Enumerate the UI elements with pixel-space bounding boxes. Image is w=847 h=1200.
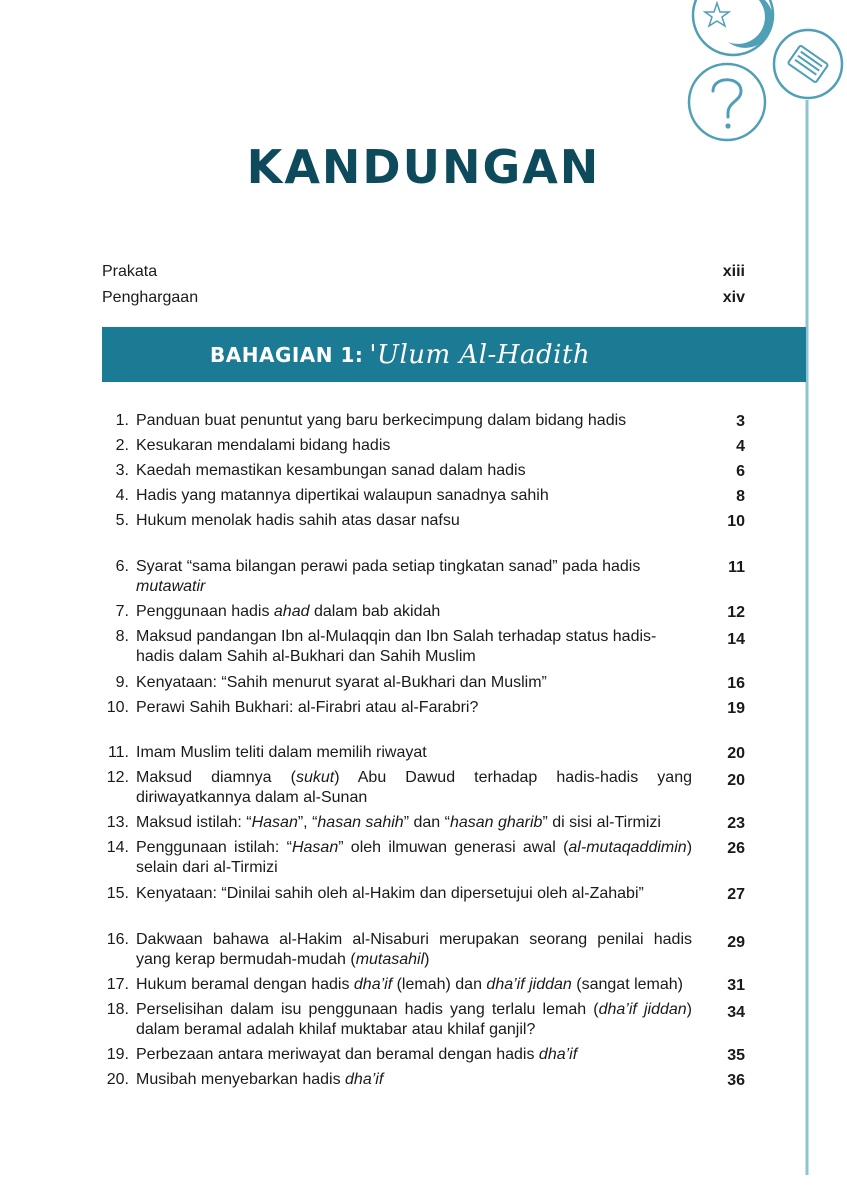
toc-entry-title [136,486,692,506]
toc-entry-page: 36 [727,1072,745,1089]
toc-entry-line: selain dari al-Tirmizi [136,859,278,876]
toc-entry-line: Panduan buat penuntut yang baru berkecimpung dalam bidang hadis [136,412,627,429]
toc-entry-number: 1. [115,412,129,429]
toc-entry-number: 13. [106,814,129,831]
toc-entry-number: 16. [106,931,129,948]
toc-entry-page: 14 [727,631,745,648]
toc-entry-line: Penggunaan hadis ahad dalam bab akidah [136,603,441,620]
toc-entry-line: Dakwaan bahawa al-Hakim al-Nisaburi merupakan seorang penilai hadis [136,931,692,948]
toc-entry-number: 19. [106,1046,129,1063]
toc-entry-title [136,411,692,431]
toc-entry-line: Hukum menolak hadis sahih atas dasar nafsu [136,512,460,529]
toc-entry-title [136,461,692,481]
toc-entry-line: diriwayatkannya dalam al-Sunan [136,789,368,806]
toc-entry-page: 6 [736,463,745,480]
toc-entry-line: Hadis yang matannya dipertikai walaupun sanadnya sahih [136,487,549,504]
front-matter-label: Penghargaan [102,289,199,306]
toc-entry-page: 29 [727,934,745,951]
book-icon [774,30,842,98]
toc-entry-title [136,884,692,904]
toc-entry-title [136,673,692,693]
toc-entry-title [136,1000,692,1040]
toc-entry-page: 20 [727,745,745,762]
toc-entry-number: 6. [115,558,129,575]
toc-entry-title [136,1070,692,1090]
toc-entry-title [136,768,692,808]
toc-entry-line: Penggunaan istilah: “Hasan” oleh ilmuwan generasi awal (al-mutaqaddimin) [136,839,693,856]
toc-entry-title [136,743,692,763]
toc-entry-title [136,975,692,995]
toc-entry-line: Musibah menyebarkan hadis dha’if [136,1071,384,1088]
toc-entry-title [136,602,692,622]
toc-entry-line: Kaedah memastikan kesambungan sanad dalam hadis [136,462,526,479]
toc-entry-line: Kesukaran mendalami bidang hadis [136,437,391,454]
toc-entry-page: 31 [727,977,745,994]
front-matter-label: Prakata [102,263,158,280]
toc-entry-number: 10. [106,699,129,716]
toc-entry-page: 16 [727,675,745,692]
toc-entry-page: 4 [736,438,745,455]
toc-entry-page: 12 [727,604,745,621]
toc-entry-line: Perawi Sahih Bukhari: al-Firabri atau al-Farabri? [136,699,479,716]
toc-entry-number: 18. [106,1001,129,1018]
toc-entry-title [136,930,692,970]
toc-entry-title [136,813,692,833]
toc-entry-line: Maksud pandangan Ibn al-Mulaqqin dan Ibn Salah terhadap status hadis- [136,628,657,645]
toc-entry-line: Hukum beramal dengan hadis dha’if (lemah) dan dha’if jiddan (sangat lemah) [136,976,683,993]
toc-entry-number: 2. [115,437,129,454]
toc-entry-line: yang kerap bermudah-mudah (mutasahil) [136,951,430,968]
toc-entry-line: Perbezaan antara meriwayat dan beramal dengan hadis dha’if [136,1046,578,1063]
toc-entry-number: 9. [115,674,129,691]
toc-entry-title [136,557,692,597]
toc-entry-page: 8 [736,488,745,505]
question-mark-icon [689,64,765,140]
toc-entry-page: 27 [727,886,745,903]
toc-entry-line: Imam Muslim teliti dalam memilih riwayat [136,744,427,761]
toc-entry-line: Maksud istilah: “Hasan”, “hasan sahih” dan “hasan gharib” di sisi al-Tirmizi [136,814,661,831]
front-matter-page: xiii [722,263,745,280]
star-crescent-icon [693,0,773,55]
toc-entry-title [136,1045,692,1065]
toc-entry-page: 19 [727,700,745,717]
toc-entry-title [136,838,692,878]
toc-entry-page: 23 [727,815,745,832]
toc-entry-number: 20. [106,1071,129,1088]
toc-entry-page: 10 [727,513,745,530]
toc-entry-number: 5. [115,512,129,529]
toc-entry-number: 7. [115,603,129,620]
toc-entry-number: 8. [115,628,129,645]
toc-entry-page: 3 [736,413,745,430]
toc-entry-page: 20 [727,772,745,789]
section-banner [102,327,806,382]
toc-entry-number: 3. [115,462,129,479]
toc-entry-number: 12. [106,769,129,786]
toc-entry-line: Kenyataan: “Sahih menurut syarat al-Bukhari dan Muslim” [136,674,547,691]
toc-entry-line: hadis dalam Sahih al-Bukhari dan Sahih Muslim [136,648,476,665]
toc-entry-line: Perselisihan dalam isu penggunaan hadis yang terlalu lemah (dha’if jiddan) [136,1001,692,1018]
front-matter-row [102,285,745,311]
toc-entry-number: 4. [115,487,129,504]
toc-entry-title [136,436,692,456]
toc-entry-line: Syarat “sama bilangan perawi pada setiap tingkatan sanad” pada hadis [136,558,641,575]
toc-entry-number: 15. [106,885,129,902]
toc-entry-page: 34 [727,1004,745,1021]
toc-entry-page: 11 [728,559,745,576]
section-label: BAHAGIAN 1: [210,342,364,367]
section-script-title: 'Ulum Al-Hadith [369,339,591,370]
toc-entry-number: 14. [106,839,129,856]
toc-entry-number: 17. [106,976,129,993]
toc-entry-line: Kenyataan: “Dinilai sahih oleh al-Hakim dan dipersetujui oleh al-Zahabi” [136,885,644,902]
toc-entry-number: 11. [107,744,129,761]
toc-entry-line: Maksud diamnya (sukut) Abu Dawud terhadap hadis-hadis yang [136,769,693,786]
front-matter-list [102,259,745,311]
toc-entry-line: mutawatir [136,578,206,595]
toc-entry-page: 26 [727,840,745,857]
front-matter-row [102,259,745,285]
toc-entry-title [136,698,692,718]
page-title: KANDUNGAN [246,140,601,194]
toc-entry-page: 35 [727,1047,745,1064]
toc-entry-title [136,511,692,531]
toc-entry-title [136,627,692,667]
toc-entry-line: dalam beramal adalah khilaf muktabar atau khilaf ganjil? [136,1021,536,1038]
front-matter-page: xiv [722,289,745,306]
